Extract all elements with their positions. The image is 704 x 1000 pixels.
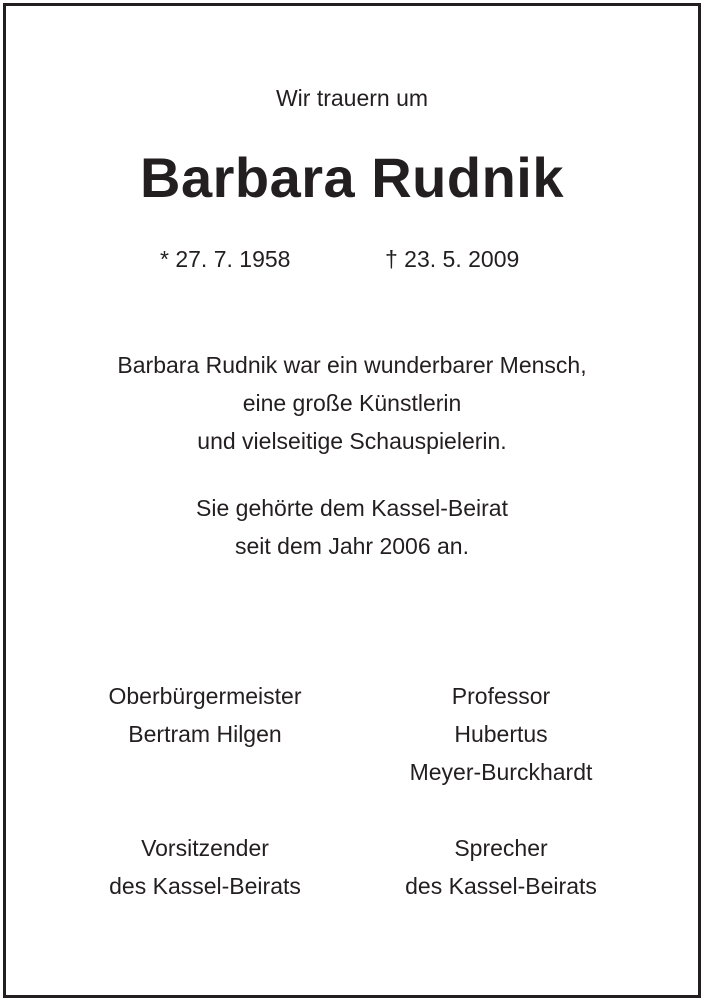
intro-text: Wir trauern um: [275, 85, 429, 111]
tribute-line-1: Barbara Rudnik war ein wunderbarer Mensch,: [117, 352, 587, 378]
membership-line-1: Sie gehörte dem Kassel-Beirat: [196, 495, 508, 521]
right-signatory-role-2: des Kassel-Beirats: [405, 873, 597, 899]
right-signatory-name-2: Meyer-Burckhardt: [409, 759, 593, 785]
right-signatory-name-1: Hubertus: [454, 721, 548, 747]
tribute-line-3: und vielseitige Schauspielerin.: [197, 428, 507, 454]
left-signatory-name: Bertram Hilgen: [128, 721, 282, 747]
right-signatory-role-1: Sprecher: [454, 835, 548, 861]
birth-date: * 27. 7. 1958: [160, 246, 291, 272]
deceased-name: Barbara Rudnik: [140, 146, 564, 209]
tribute-line-2: eine große Künstlerin: [242, 390, 462, 416]
left-signatory-role-1: Vorsitzender: [141, 835, 269, 861]
left-signatory-role-2: des Kassel-Beirats: [109, 873, 301, 899]
right-signatory-title: Professor: [451, 683, 551, 709]
left-signatory-title: Oberbürgermeister: [108, 683, 302, 709]
membership-line-2: seit dem Jahr 2006 an.: [235, 533, 469, 559]
death-date: † 23. 5. 2009: [385, 246, 520, 272]
